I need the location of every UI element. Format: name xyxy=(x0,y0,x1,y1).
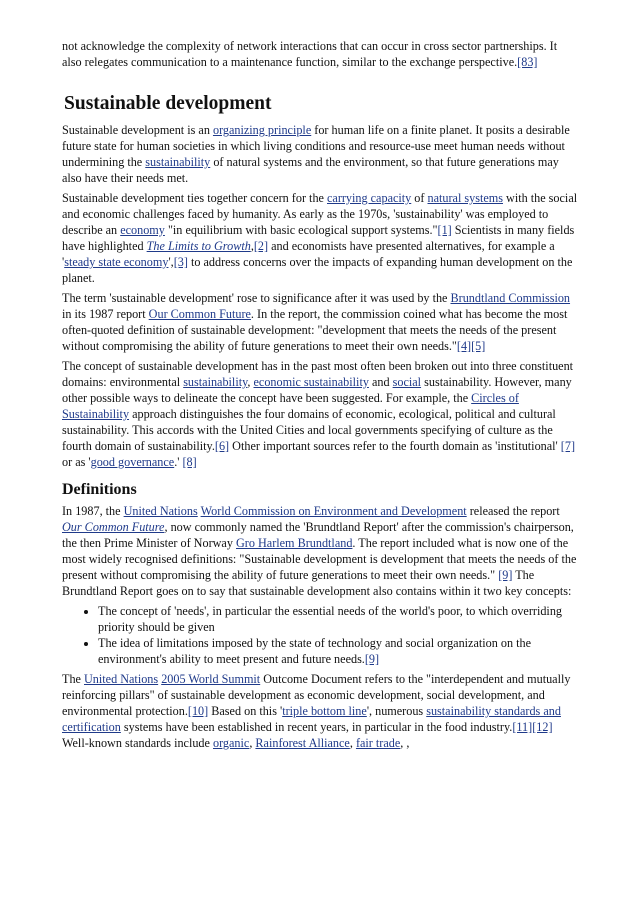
definitions-paragraph-1 xyxy=(62,503,578,599)
ref-8-link[interactable]: [8] xyxy=(182,455,197,469)
organizing-principle-link[interactable]: organizing principle xyxy=(212,123,312,137)
text: The xyxy=(62,672,84,686)
united-nations-link[interactable]: United Nations xyxy=(123,504,198,518)
text: Sustainable development ties together concern for the xyxy=(62,191,327,205)
text: approach distinguishes the four domains of economic, ecological, political and cultural sustainability. This accords with the United Cities and local governments specifying of culture as the fourth domain of sustainability. xyxy=(62,407,556,453)
text: , , xyxy=(400,736,410,750)
text: . The report included what is now one of the most widely recognised definitions: "Sustainable development is development that meets the needs of the present without compromising the ability of future generations to meet their own needs." xyxy=(62,536,577,582)
intro-paragraph xyxy=(62,38,578,70)
text: The term 'sustainable development' rose to significance after it was used by the xyxy=(62,291,451,305)
text: to address concerns over the impacts of expanding human development on the planet. xyxy=(62,255,573,285)
text: "in equilibrium with basic ecological support systems." xyxy=(164,223,438,237)
ref-1-link[interactable]: [1] xyxy=(437,223,452,237)
text: The Brundtland Report goes on to say that sustainable development also contains within it two key concepts: xyxy=(62,568,572,598)
economic-sustainability-link[interactable]: economic sustainability xyxy=(253,375,369,389)
text: Well-known standards include xyxy=(62,736,213,750)
text: and xyxy=(368,375,393,389)
sustainability-link[interactable]: sustainability xyxy=(145,155,211,169)
text: The idea of limitations imposed by the state of technology and social organization on the environment's ability to meet present and future needs. xyxy=(98,636,532,666)
section-heading: Sustainable development xyxy=(64,93,272,114)
definitions-paragraph-2 xyxy=(62,671,578,751)
definitions-heading: Definitions xyxy=(62,481,137,498)
text: or as ' xyxy=(62,455,91,469)
text: of natural systems and the environment, so that future generations may also have their needs met. xyxy=(62,155,559,185)
text: Scientists in many fields have highlighted xyxy=(62,223,575,253)
text: . In the report, the commission coined what has become the most often-quoted definition of sustainable development: "development that meets the needs of the present without compromising the ability of future generations to meet their own needs." xyxy=(62,307,568,353)
ref-3-link[interactable]: [3] xyxy=(173,255,188,269)
document-page xyxy=(62,38,578,755)
text: with the social and economic challenges faced by humanity. As early as the 1970s, 'sustainability' was employed to describe an xyxy=(62,191,578,237)
text: Based on this ' xyxy=(208,704,283,718)
our-common-future-link[interactable]: Our Common Future xyxy=(148,307,251,321)
text: Outcome Document refers to the "interdependent and mutually reinforcing pillars" of sustainable development as economic development, social development, and environmental protection. xyxy=(62,672,571,718)
gro-harlem-brundtland-link[interactable]: Gro Harlem Brundtland xyxy=(235,536,353,550)
paragraph-4 xyxy=(62,358,578,470)
ref-9-link[interactable]: [9] xyxy=(498,568,513,582)
text: ', xyxy=(168,255,174,269)
ref-12-link[interactable]: [12] xyxy=(532,720,553,734)
ref-11-link[interactable]: [11] xyxy=(512,720,533,734)
text: for human life on a finite planet. It posits a desirable future state for human societies in which living conditions and resource-use meet human needs without undermining the xyxy=(62,123,570,169)
text: In 1987, the xyxy=(62,504,124,518)
fair-trade-link[interactable]: fair trade xyxy=(355,736,401,750)
text: , now commonly named the 'Brundtland Report' after the commission's chairperson, the then Prime Minister of Norway xyxy=(62,520,574,550)
good-governance-link[interactable]: good governance xyxy=(90,455,175,469)
steady-state-economy-link[interactable]: steady state economy xyxy=(64,255,169,269)
text: ', numerous xyxy=(366,704,427,718)
list-item xyxy=(98,635,578,667)
text: Other important sources refer to the fourth domain as 'institutional' xyxy=(229,439,561,453)
rainforest-alliance-link[interactable]: Rainforest Alliance xyxy=(255,736,350,750)
ref-9-link[interactable]: [9] xyxy=(364,652,380,666)
circles-of-sustainability-link[interactable]: Circles of Sustainability xyxy=(62,391,519,421)
wced-link[interactable]: World Commission on Environment and Development xyxy=(200,504,467,518)
text: , xyxy=(249,736,256,750)
ref-4-link[interactable]: [4] xyxy=(456,339,472,353)
key-concepts-list xyxy=(62,603,578,667)
text: , xyxy=(250,239,254,253)
text: not acknowledge the complexity of network interactions that can occur in cross sector partnerships. It also relegates communication to a maintenance function, similar to the exchange perspective. xyxy=(62,39,558,69)
ref-2-link[interactable]: [2] xyxy=(253,239,269,253)
ref-10-link[interactable]: [10] xyxy=(187,704,209,718)
paragraph-2 xyxy=(62,190,578,286)
carrying-capacity-link[interactable]: carrying capacity xyxy=(327,191,412,205)
text: Sustainable development is an xyxy=(62,123,213,137)
economy-link[interactable]: economy xyxy=(120,223,165,237)
ref-83-link[interactable]: [83] xyxy=(517,55,538,69)
standards-certification-link[interactable]: sustainability standards and certification xyxy=(62,704,561,734)
ref-6-link[interactable]: [6] xyxy=(214,439,230,453)
text: sustainability. However, many other possible ways to delineate the concept have been suggested. For example, the xyxy=(62,375,572,405)
sustainability-link[interactable]: sustainability xyxy=(183,375,248,389)
text: systems have been established in recent years, in particular in the food industry. xyxy=(120,720,513,734)
ref-5-link[interactable]: [5] xyxy=(471,339,486,353)
organic-link[interactable]: organic xyxy=(213,736,250,750)
limits-to-growth-link[interactable]: The Limits to Growth xyxy=(146,239,251,253)
triple-bottom-line-link[interactable]: triple bottom line xyxy=(282,704,367,718)
paragraph-3 xyxy=(62,290,578,354)
text: The concept of sustainable development has in the past most often been broken out into three constituent domains: environmental xyxy=(62,359,574,389)
text: of xyxy=(411,191,428,205)
text: and economists have presented alternatives, for example a ' xyxy=(62,239,555,269)
text: , xyxy=(349,736,356,750)
list-item xyxy=(98,603,578,635)
united-nations-link[interactable]: United Nations xyxy=(84,672,159,686)
our-common-future-link[interactable]: Our Common Future xyxy=(62,520,165,534)
natural-systems-link[interactable]: natural systems xyxy=(427,191,503,205)
text: The concept of 'needs', in particular the essential needs of the world's poor, to which overriding priority should be given xyxy=(98,604,563,634)
text: in its 1987 report xyxy=(62,307,149,321)
text: , xyxy=(247,375,254,389)
text: released the report xyxy=(466,504,560,518)
world-summit-2005-link[interactable]: 2005 World Summit xyxy=(161,672,261,686)
paragraph-1 xyxy=(62,122,578,186)
text: .' xyxy=(174,455,183,469)
brundtland-commission-link[interactable]: Brundtland Commission xyxy=(450,291,571,305)
social-link[interactable]: social xyxy=(392,375,422,389)
ref-7-link[interactable]: [7] xyxy=(560,439,576,453)
